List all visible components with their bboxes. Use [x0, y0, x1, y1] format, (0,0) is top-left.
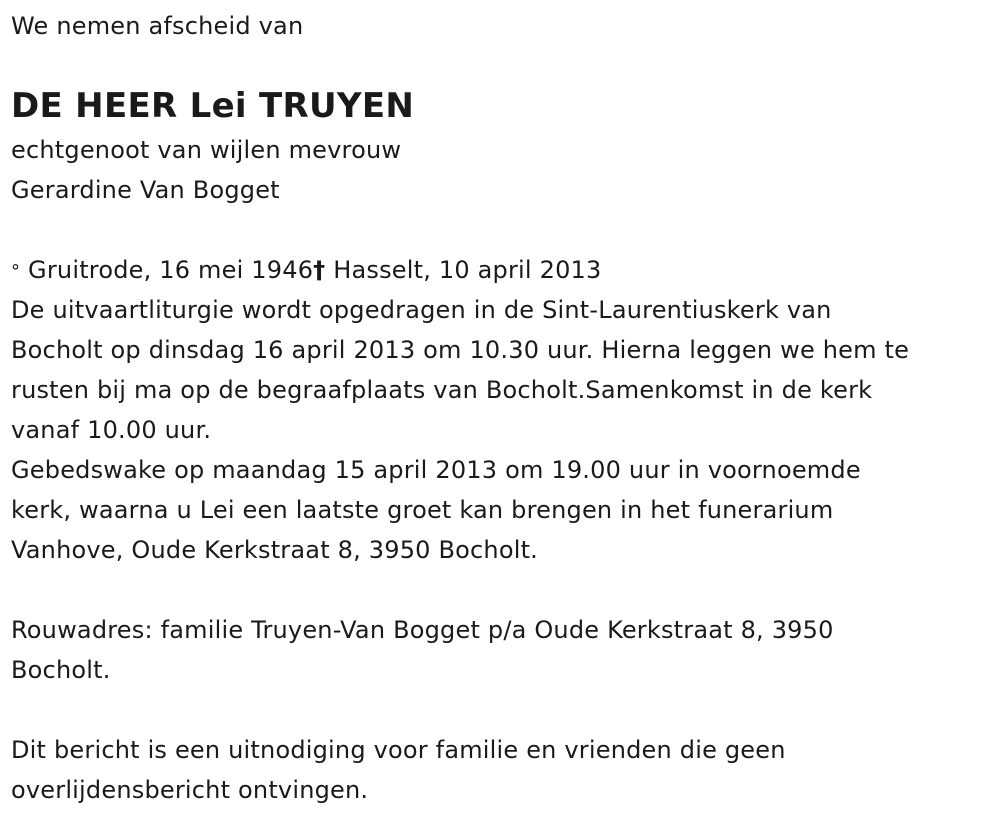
deceased-name: DE HEER Lei TRUYEN: [11, 86, 415, 126]
relation-line-2: Gerardine Van Bogget: [11, 176, 280, 204]
spacer: [11, 570, 991, 610]
death-notice: [11, 6, 991, 810]
birth-death-line: [11, 250, 991, 290]
closing-line: Dit bericht is een uitnodiging voor familie en vrienden die geen: [11, 736, 786, 764]
cross-icon: †: [313, 256, 326, 284]
address-line: Rouwadres: familie Truyen-Van Bogget p/a Oude Kerkstraat 8, 3950: [11, 616, 834, 644]
funeral-paragraph: [11, 290, 991, 450]
birth-symbol: °: [11, 261, 21, 282]
birth-info: Gruitrode, 16 mei 1946: [28, 256, 314, 284]
wake-line: Gebedswake op maandag 15 april 2013 om 19.00 uur in voornoemde: [11, 456, 861, 484]
intro-text: We nemen afscheid van: [11, 12, 304, 40]
wake-paragraph: [11, 450, 991, 570]
closing-paragraph: [11, 730, 991, 810]
spacer: [11, 690, 991, 730]
wake-line: kerk, waarna u Lei een laatste groet kan brengen in het funerarium: [11, 496, 834, 524]
wake-line: Vanhove, Oude Kerkstraat 8, 3950 Bocholt.: [11, 536, 539, 564]
funeral-line: rusten bij ma op de begraafplaats van Bocholt.Samenkomst in de kerk: [11, 376, 873, 404]
address-line: Bocholt.: [11, 656, 111, 684]
funeral-line: De uitvaartliturgie wordt opgedragen in de Sint-Laurentiuskerk van: [11, 296, 832, 324]
death-info: Hasselt, 10 april 2013: [333, 256, 602, 284]
closing-line: overlijdensbericht ontvingen.: [11, 776, 369, 804]
spacer: [11, 210, 991, 250]
funeral-line: vanaf 10.00 uur.: [11, 416, 212, 444]
address-paragraph: [11, 610, 991, 690]
funeral-line: Bocholt op dinsdag 16 april 2013 om 10.30 uur. Hierna leggen we hem te: [11, 336, 910, 364]
relation-line-1: echtgenoot van wijlen mevrouw: [11, 136, 402, 164]
